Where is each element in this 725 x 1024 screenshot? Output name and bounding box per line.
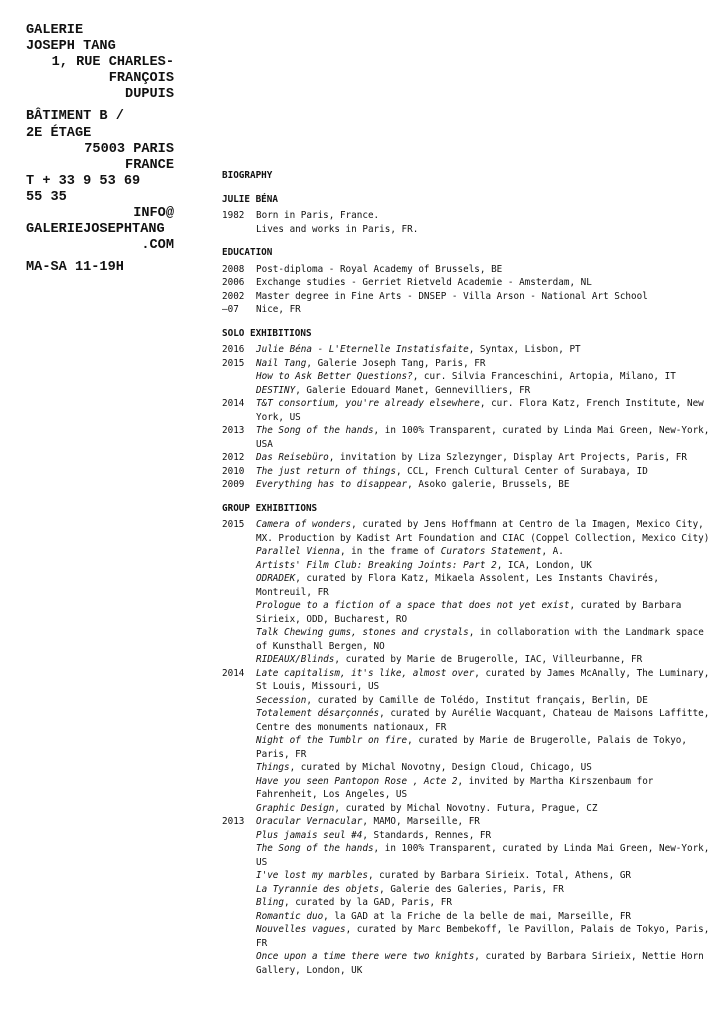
list-item <box>222 802 717 816</box>
exhibition-title: Graphic Design <box>256 802 335 814</box>
list-item <box>222 424 717 451</box>
entry-year <box>222 896 256 910</box>
list-item <box>222 357 717 371</box>
address-line-3: DUPUIS <box>125 87 174 103</box>
entry-text <box>256 923 717 950</box>
exhibition-title: The just return of things <box>256 465 396 477</box>
list-item <box>222 465 717 479</box>
entry-year: 2015 <box>222 357 245 369</box>
exhibition-details: , curated by Flora Katz, Mikaela Assolent, Les Instants Chavirés, Montreuil, FR <box>256 573 660 598</box>
entry-text <box>256 263 717 277</box>
exhibition-title: Oracular Vernacular <box>256 816 363 827</box>
entry-text <box>256 626 717 653</box>
exhibition-title: Night of the Tumblr on fire <box>256 735 408 746</box>
exhibition-title: I've lost my marbles <box>256 870 368 881</box>
list-item <box>222 276 717 290</box>
phone-line-1: T + 33 9 53 69 <box>26 173 141 189</box>
entry-year <box>222 545 256 559</box>
entry-text <box>256 303 717 317</box>
exhibition-details: , invitation by Liza Szlezynger, Display Art Projects, Paris, FR <box>328 452 687 463</box>
exhibition-title: Romantic duo <box>256 910 324 922</box>
list-item <box>222 883 717 897</box>
entry-text <box>256 869 717 883</box>
entry-year <box>222 572 256 599</box>
biography-content <box>222 169 717 987</box>
list-item <box>222 815 717 829</box>
list-item <box>222 910 717 924</box>
entry-text <box>256 815 717 829</box>
exhibition-details-2: , A. <box>541 546 564 557</box>
entry-text <box>256 290 717 304</box>
list-item <box>222 653 717 667</box>
exhibition-details: , curated by Barbara Sirieix, ODD, Bucharest, RO <box>256 600 682 625</box>
exhibition-details: , Syntax, Lisbon, PT <box>468 344 581 355</box>
exhibition-title: La Tyrannie des objets <box>256 883 380 895</box>
entry-text <box>256 343 717 357</box>
entry-year <box>222 384 256 398</box>
list-item <box>222 545 717 559</box>
list-item <box>222 384 717 398</box>
exhibition-details: , invited by Martha Kirszenbaum for Fahrenheit, Los Angeles, US <box>256 775 654 800</box>
address-line-2: FRANÇOIS <box>108 71 174 87</box>
solo-exhibitions-section <box>222 327 717 492</box>
entry-text <box>256 829 717 843</box>
exhibition-subtitle: Curators Statement <box>440 546 542 557</box>
exhibition-details: , in 100% Transparent, curated by Linda Mai Green, New-York, US <box>256 843 710 868</box>
entry-text <box>256 667 717 694</box>
list-item <box>222 451 717 465</box>
entry-text <box>256 451 717 465</box>
entry-year: 2012 <box>222 452 245 463</box>
list-item <box>222 842 717 869</box>
entry-year: 2013 <box>222 816 245 827</box>
exhibition-title: Have you seen Pantopon Rose , Acte 2 <box>256 775 458 787</box>
list-item <box>222 694 717 708</box>
exhibition-details: , curated by Jens Hoffmann at Centro de la Imagen, Mexico City, MX. Production by Kadist Art Foundation and CIAC (Coppel Collection, Mexico City) <box>256 519 710 544</box>
exhibition-title: Nail Tang <box>256 357 307 369</box>
entry-year: 2015 <box>222 519 245 530</box>
exhibition-details: , curated by Barbara Sirieix, Nettie Horn Gallery, London, UK <box>256 951 704 976</box>
entry-year <box>222 761 256 775</box>
exhibition-details: , ICA, London, UK <box>496 559 592 571</box>
gallery-name-line-2: JOSEPH TANG <box>26 39 116 55</box>
entry-year: 1982 <box>222 210 245 221</box>
education-text: Master degree in Fine Arts - DNSEP - Villa Arson - National Art School <box>256 290 648 302</box>
exhibition-details: , la GAD at la Friche de la belle de mai, Marseille, FR <box>323 910 632 922</box>
exhibition-title: Things <box>256 762 290 773</box>
entry-text <box>256 599 717 626</box>
phone-line-2: 55 35 <box>26 189 67 205</box>
entry-text <box>256 802 717 816</box>
entry-text <box>256 694 717 708</box>
entry-text <box>256 478 717 492</box>
email-line-2: GALERIEJOSEPHTANG <box>26 222 165 238</box>
exhibition-title: Das Reisebüro <box>256 452 329 463</box>
entry-year <box>222 923 256 950</box>
list-item <box>222 734 717 761</box>
artist-section <box>222 193 717 237</box>
entry-text <box>256 357 717 371</box>
entry-text <box>256 518 717 545</box>
entry-text <box>256 384 717 398</box>
country: FRANCE <box>125 157 174 173</box>
education-list <box>222 263 717 317</box>
entry-text <box>256 545 717 559</box>
entry-year <box>222 910 256 924</box>
address-line-1: 1, RUE CHARLES- <box>51 55 174 71</box>
entry-text <box>256 707 717 734</box>
entry-year: 2014 <box>222 398 245 409</box>
entry-text <box>256 276 717 290</box>
education-text: Post-diploma - Royal Academy of Brussels, BE <box>256 263 503 275</box>
exhibition-title: Talk Chewing gums, stones and crystals <box>256 627 469 638</box>
list-item <box>222 667 717 694</box>
exhibition-title: T&T consortium, you're already elsewhere <box>256 398 480 409</box>
list-item <box>222 518 717 545</box>
exhibition-title: Julie Béna - L'Eternelle Instatisfaite <box>256 344 469 355</box>
entry-text <box>256 950 717 977</box>
solo-exhibitions-heading: SOLO EXHIBITIONS <box>222 327 312 339</box>
entry-year <box>222 842 256 869</box>
list-item <box>222 572 717 599</box>
email-line-1: INFO@ <box>133 206 174 222</box>
list-item <box>222 761 717 775</box>
exhibition-title: Plus jamais seul #4 <box>256 829 363 841</box>
entry-text <box>256 370 717 384</box>
entry-year <box>222 653 256 667</box>
exhibition-details: , curated by Michal Novotny. Futura, Prague, CZ <box>334 802 598 814</box>
solo-exhibitions-list <box>222 343 717 492</box>
exhibition-details: , in collaboration with the Landmark space of Kunsthall Bergen, NO <box>256 627 704 652</box>
entry-text <box>256 734 717 761</box>
exhibition-details: , Galerie Joseph Tang, Paris, FR <box>306 357 486 369</box>
exhibition-details: , Galerie Edouard Manet, Gennevilliers, FR <box>295 384 531 396</box>
exhibition-title: RIDEAUX/Blinds <box>256 654 335 665</box>
exhibition-details: , curated by Barbara Sirieix. Total, Athens, GR <box>367 870 632 881</box>
entry-year: 2014 <box>222 667 245 679</box>
exhibition-title: ODRADEK <box>256 573 296 584</box>
list-item <box>222 303 717 317</box>
exhibition-details: , Galerie des Galeries, Paris, FR <box>379 883 564 895</box>
list-item <box>222 829 717 843</box>
opening-hours: MA-SA 11-19H <box>26 260 124 276</box>
exhibition-details: , curated by Aurélie Wacquant, Chateau de Maisons Laffitte, Centre des monuments nationaux, FR <box>256 708 710 733</box>
list-item <box>222 707 717 734</box>
entry-text <box>256 653 717 667</box>
exhibition-title: How to Ask Better Questions? <box>256 371 413 382</box>
entry-text <box>256 424 717 451</box>
entry-year: 2009 <box>222 479 245 490</box>
entry-year <box>222 802 256 816</box>
exhibition-details: , Asoko galerie, Brussels, BE <box>407 479 570 490</box>
entry-text <box>256 842 717 869</box>
list-item <box>222 209 717 236</box>
exhibition-details: , in 100% Transparent, curated by Linda Mai Green, New-York, USA <box>256 425 710 450</box>
list-item <box>222 397 717 424</box>
entry-year: 2013 <box>222 425 245 436</box>
email-line-3: .COM <box>141 238 174 254</box>
exhibition-title: Bling <box>256 897 284 908</box>
exhibition-title: Camera of wonders <box>256 519 352 530</box>
biography-heading: BIOGRAPHY <box>222 170 273 181</box>
entry-year <box>222 559 256 573</box>
exhibition-details: , cur. Silvia Franceschini, Artopia, Milano, IT <box>412 371 676 382</box>
exhibition-title: Late capitalism, it's like, almost over <box>256 667 475 679</box>
entry-year <box>222 694 256 708</box>
entry-year <box>222 626 256 653</box>
entry-year <box>222 829 256 843</box>
education-section <box>222 246 717 317</box>
exhibition-title: The Song of the hands <box>256 843 374 854</box>
entry-text <box>256 775 717 802</box>
group-exhibitions-heading: GROUP EXHIBITIONS <box>222 502 318 514</box>
birth-text: Born in Paris, France. <box>256 210 380 221</box>
exhibition-details: , Standards, Rennes, FR <box>362 829 492 841</box>
entry-text <box>256 761 717 775</box>
education-heading: EDUCATION <box>222 247 273 258</box>
exhibition-details: , curated by James McAnally, The Luminary, St Louis, Missouri, US <box>256 667 710 692</box>
exhibition-title: Nouvelles vagues <box>256 924 346 935</box>
exhibition-details: , curated by Marc Bembekoff, le Pavillon, Palais de Tokyo, Paris, FR <box>256 924 710 949</box>
exhibition-title: Secession <box>256 694 307 706</box>
list-item <box>222 896 717 910</box>
list-item <box>222 950 717 977</box>
residence-text: Lives and works in Paris, FR. <box>256 223 419 235</box>
education-text: Nice, FR <box>256 304 301 315</box>
entry-year: 2006 <box>222 277 245 288</box>
entry-year <box>222 883 256 897</box>
list-item <box>222 370 717 384</box>
entry-year <box>222 869 256 883</box>
group-exhibitions-section <box>222 502 717 978</box>
entry-year <box>222 707 256 734</box>
exhibition-details: , curated by Michal Novotny, Design Cloud, Chicago, US <box>289 762 592 773</box>
entry-year: 2010 <box>222 465 245 477</box>
exhibition-details: , CCL, French Cultural Center of Surabaya, ID <box>395 465 648 477</box>
entry-year: 2002 <box>222 290 245 302</box>
exhibition-details: , in the frame of <box>339 546 441 557</box>
exhibition-details: , MAMO, Marseille, FR <box>362 816 480 827</box>
entry-year <box>222 950 256 977</box>
education-text: Exchange studies - Gerriet Rietveld Academie - Amsterdam, NL <box>256 277 592 288</box>
entry-year: –07 <box>222 304 239 315</box>
list-item <box>222 923 717 950</box>
exhibition-title: DESTINY <box>256 384 296 396</box>
entry-year <box>222 370 256 384</box>
exhibition-title: Totalement désarçonnés <box>256 708 380 719</box>
entry-year: 2008 <box>222 263 245 275</box>
entry-year <box>222 734 256 761</box>
list-item <box>222 775 717 802</box>
list-item <box>222 343 717 357</box>
list-item <box>222 869 717 883</box>
exhibition-title: Parallel Vienna <box>256 546 340 557</box>
list-item <box>222 626 717 653</box>
gallery-name-line-1: GALERIE <box>26 23 84 38</box>
exhibition-details: , curated by la GAD, Paris, FR <box>284 897 452 908</box>
artist-name: JULIE BÉNA <box>222 193 278 205</box>
entry-year: 2016 <box>222 344 245 355</box>
list-item <box>222 290 717 304</box>
entry-year <box>222 599 256 626</box>
address-line-5: 2E ÉTAGE <box>26 125 92 141</box>
exhibition-details: , curated by Camille de Tolédo, Institut français, Berlin, DE <box>306 694 648 706</box>
entry-text <box>256 572 717 599</box>
list-item <box>222 599 717 626</box>
exhibition-details: , cur. Flora Katz, French Institute, New York, US <box>256 398 704 423</box>
entry-text <box>256 896 717 910</box>
postal-city: 75003 PARIS <box>84 141 174 157</box>
entry-text <box>256 397 717 424</box>
exhibition-title: Once upon a time there were two knights <box>256 951 475 962</box>
exhibition-details: , curated by Marie de Brugerolle, Palais de Tokyo, Paris, FR <box>256 735 687 760</box>
list-item <box>222 559 717 573</box>
entry-text <box>256 559 717 573</box>
list-item <box>222 478 717 492</box>
list-item <box>222 263 717 277</box>
exhibition-title: Everything has to disappear <box>256 479 408 490</box>
entry-text <box>256 465 717 479</box>
entry-text <box>256 883 717 897</box>
gallery-address-block <box>26 23 174 276</box>
exhibition-title: Prologue to a fiction of a space that does not yet exist <box>256 600 570 611</box>
address-line-4: BÂTIMENT B / <box>26 109 124 125</box>
entry-text <box>256 910 717 924</box>
exhibition-title: The Song of the hands <box>256 425 374 436</box>
entry-year <box>222 775 256 802</box>
exhibition-title: Artists' Film Club: Breaking Joints: Part 2 <box>256 559 497 571</box>
group-exhibitions-list <box>222 518 717 977</box>
exhibition-details: , curated by Marie de Brugerolle, IAC, Villeurbanne, FR <box>334 654 643 665</box>
